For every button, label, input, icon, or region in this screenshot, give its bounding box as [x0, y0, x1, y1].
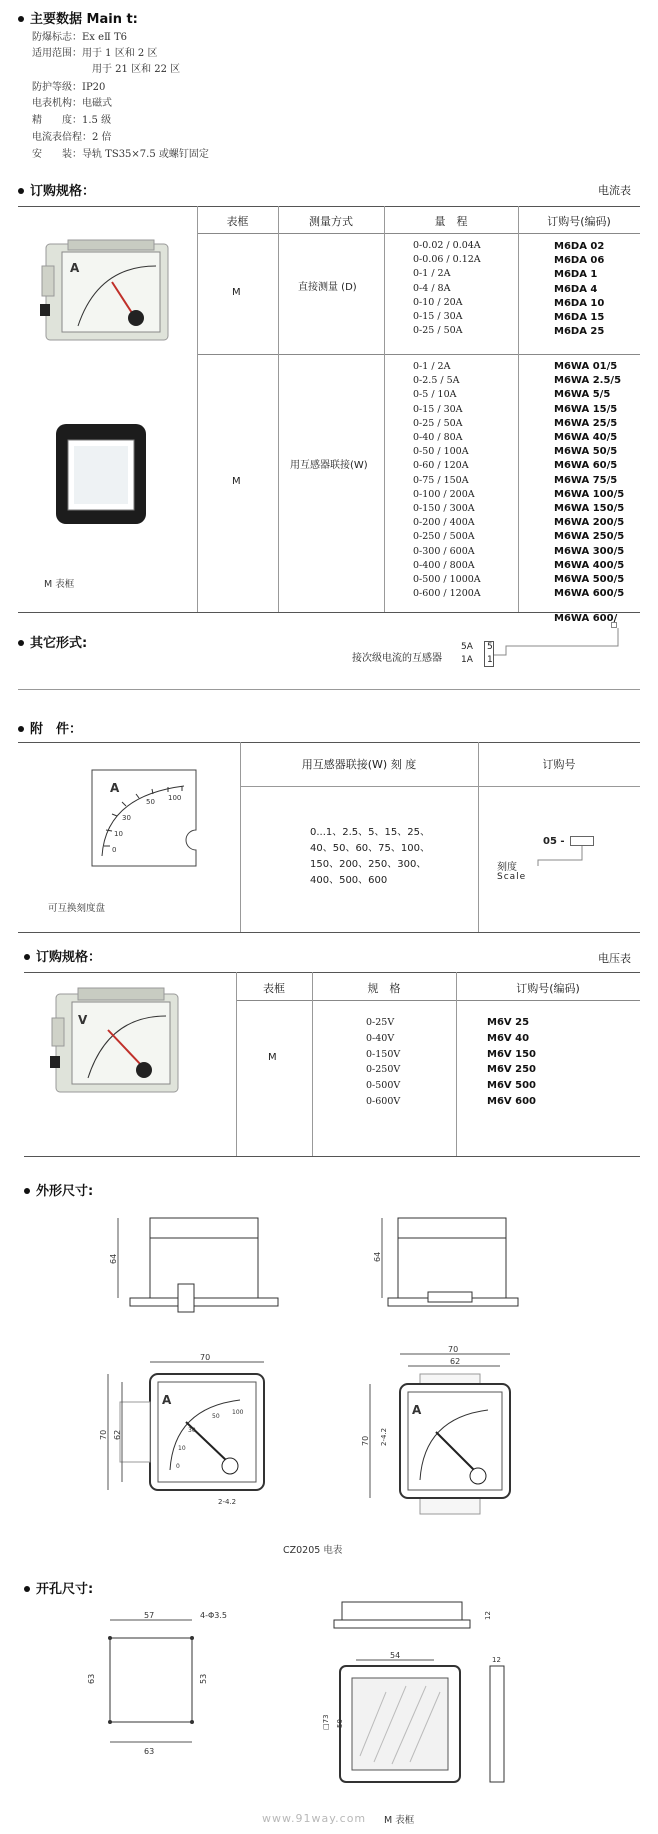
col-header-frame: 表框 — [263, 982, 285, 995]
code-item: M6WA 01/5 — [554, 361, 618, 372]
svg-text:62: 62 — [113, 1429, 122, 1440]
range-item: 0-4 / 8A — [413, 282, 451, 294]
table-top-line — [18, 206, 640, 207]
col-line — [278, 206, 279, 612]
voltage-spec-item: 0-600V — [366, 1095, 401, 1107]
code-item: M6WA 100/5 — [554, 488, 625, 500]
voltage-code-item: M6V 600 — [487, 1095, 537, 1107]
connector-line — [494, 620, 624, 660]
voltage-code-item: M6V 250 — [487, 1064, 537, 1076]
svg-text:57: 57 — [144, 1611, 155, 1620]
spec-line: 电表机构：电磁式 — [32, 98, 112, 109]
range-item: 0-60 / 120A — [413, 460, 469, 472]
scale-pointer-line — [518, 846, 598, 876]
voltage-spec-list — [366, 1015, 400, 1110]
spec-line: 精 度：1.5 级 — [32, 115, 112, 126]
scale-values — [310, 825, 430, 889]
main-data-title: 主要数据 Main t: — [18, 8, 138, 27]
range-item: 0-100 / 200A — [413, 488, 475, 500]
dial-mark: 30 — [122, 814, 131, 822]
svg-text:2-4.2: 2-4.2 — [380, 1427, 388, 1446]
range-list — [413, 360, 481, 601]
watermark: www.91way.com — [262, 1812, 367, 1825]
svg-text:70: 70 — [200, 1353, 211, 1362]
voltage-meter-tag: 电压表 — [598, 952, 631, 965]
frame-cell: M — [232, 476, 241, 487]
svg-text:70: 70 — [99, 1429, 108, 1440]
range-item: 0-200 / 400A — [413, 517, 475, 529]
side-view-right — [373, 1208, 526, 1338]
col-header-code: 订购号(编码) — [516, 982, 580, 995]
voltage-spec-item: 0-25V — [366, 1017, 395, 1028]
scale-line: 400、500、600 — [310, 875, 388, 886]
svg-text:12: 12 — [492, 1656, 501, 1664]
dial-mark: 0 — [112, 846, 117, 854]
col-header-spec: 规 格 — [367, 982, 401, 995]
range-item: 0-25 / 50A — [413, 325, 463, 337]
front-view-left — [100, 1352, 300, 1510]
frame-cell: M — [268, 1052, 277, 1063]
range-item: 0-25 / 50A — [413, 417, 463, 429]
voltage-meter-photo — [48, 986, 188, 1098]
code-item: M6WA 15/5 — [554, 403, 618, 415]
voltage-spec-item: 0-250V — [366, 1064, 401, 1076]
spec-line: 用于 21 区和 22 区 — [92, 64, 181, 75]
option-5a: 5A — [461, 642, 473, 652]
spec-line: 防爆标志：Ex eⅡ T6 — [32, 32, 128, 43]
col-line — [197, 206, 198, 612]
code-item: M6WA 150/5 — [554, 503, 625, 515]
dimensions-caption: CZ0205 电表 — [283, 1545, 343, 1556]
col-line — [312, 972, 313, 1156]
svg-text:63: 63 — [144, 1747, 155, 1756]
col-header-frame: 表框 — [226, 215, 249, 228]
svg-text:0: 0 — [176, 1463, 180, 1470]
other-forms-title: 其它形式: — [18, 632, 87, 651]
header-bottom-line — [236, 1000, 640, 1001]
range-item: 0-50 / 100A — [413, 446, 469, 458]
range-item: 0-75 / 150A — [413, 474, 469, 486]
range-item: 0-0.06 / 0.12A — [413, 254, 481, 266]
accessory-title: 附 件： — [18, 718, 82, 737]
option-box-1: 1 — [487, 655, 493, 665]
range-item: 0-0.02 / 0.04A — [413, 240, 481, 251]
svg-text:53: 53 — [199, 1673, 208, 1684]
code-item: M6WA 40/5 — [554, 432, 618, 444]
svg-text:30: 30 — [188, 1427, 196, 1434]
svg-text:64: 64 — [109, 1253, 118, 1264]
svg-text:63: 63 — [87, 1673, 96, 1684]
code-item: M6DA 06 — [554, 255, 605, 267]
current-meter-photo — [38, 236, 178, 346]
code-item: M6WA 50/5 — [554, 446, 618, 458]
table-top-line — [24, 972, 640, 973]
range-item: 0-500 / 1000A — [413, 574, 481, 586]
scale-cn: 刻度 — [497, 862, 517, 873]
code-item: M6DA 25 — [554, 326, 605, 338]
code-item: M6WA 600/5 — [554, 588, 625, 600]
frame-drawing — [306, 1596, 526, 1786]
svg-text:50: 50 — [212, 1413, 220, 1420]
m-frame-photo — [52, 420, 152, 530]
svg-text:10: 10 — [178, 1445, 186, 1452]
dial-mark: 100 — [168, 794, 182, 802]
method-cell: 用互感器联接(W) — [290, 460, 368, 471]
option-1a: 1A — [461, 655, 473, 665]
code-item: M6WA 200/5 — [554, 517, 625, 529]
col-header-scale: 用互感器联接(W) 刻 度 — [301, 758, 417, 771]
range-item: 0-150 / 300A — [413, 503, 475, 515]
range-item: 0-15 / 30A — [413, 311, 463, 323]
scale-code-prefix: 05 - — [543, 836, 565, 847]
col-header-order: 订购号 — [542, 758, 576, 771]
svg-text:100: 100 — [232, 1409, 244, 1416]
current-order-title: 订购规格： — [18, 180, 95, 199]
range-item: 0-2.5 / 5A — [413, 375, 460, 387]
code-item: M6WA 250/5 — [554, 531, 625, 543]
code-item: M6DA 10 — [554, 297, 605, 309]
dial-caption: 可互换刻度盘 — [48, 903, 106, 914]
svg-text:50: 50 — [336, 1719, 344, 1728]
range-item: 0-15 / 30A — [413, 403, 463, 415]
code-item: M6WA 400/5 — [554, 559, 625, 571]
svg-text:70: 70 — [361, 1435, 370, 1446]
voltage-code-item: M6V 150 — [487, 1048, 537, 1060]
code-item: M6WA 60/5 — [554, 460, 618, 472]
dial-mark: 50 — [146, 798, 155, 806]
range-item: 0-1 / 2A — [413, 268, 451, 280]
scale-line: 0...1、2.5、5、15、25、 — [310, 827, 430, 838]
range-item: 0-400 / 800A — [413, 559, 475, 571]
spec-line: 电流表倍程：2 倍 — [32, 132, 112, 143]
current-meter-tag: 电流表 — [598, 184, 631, 197]
code-list — [554, 360, 624, 601]
svg-text:64: 64 — [373, 1251, 382, 1262]
range-item: 0-600 / 1200A — [413, 588, 481, 600]
scale-code-box — [570, 836, 594, 846]
col-header-code: 订购号(编码) — [547, 215, 611, 228]
range-list — [413, 239, 481, 338]
voltage-spec-item: 0-500V — [366, 1080, 401, 1092]
spec-line: 防护等级：IP20 — [32, 82, 106, 93]
divider — [18, 689, 640, 690]
svg-text:4-Φ3.5: 4-Φ3.5 — [200, 1611, 227, 1620]
voltage-spec-item: 0-40V — [366, 1032, 395, 1044]
svg-text:70: 70 — [448, 1345, 459, 1354]
code-item: M6DA 02 — [554, 241, 605, 252]
svg-text:V: V — [78, 1013, 88, 1027]
method-cell: 直接测量 (D) — [298, 282, 357, 293]
range-item: 0-250 / 500A — [413, 531, 475, 543]
col-line — [236, 972, 237, 1156]
code-item: M6DA 1 — [554, 269, 598, 281]
col-header-range: 量 程 — [434, 215, 468, 228]
interchangeable-dial-image — [84, 766, 204, 876]
code-item: M6WA 2.5/5 — [554, 375, 622, 387]
code-item: M6DA 4 — [554, 283, 598, 295]
spec-line: 适用范围：用于 1 区和 2 区 — [32, 48, 158, 59]
dimensions-title: 外形尺寸: — [24, 1180, 93, 1199]
option-box-5: 5 — [487, 642, 493, 652]
code-item: M6WA 5/5 — [554, 389, 611, 401]
header-bottom-line — [240, 786, 640, 787]
range-item: 0-1 / 2A — [413, 361, 451, 372]
voltage-code-item: M6V 500 — [487, 1080, 537, 1092]
svg-text:54: 54 — [390, 1651, 401, 1660]
table-bottom-line — [24, 1156, 640, 1157]
meter-letter: A — [70, 261, 80, 275]
svg-text:62: 62 — [450, 1357, 461, 1366]
voltage-code-item: M6V 40 — [487, 1032, 530, 1044]
m-frame-caption: M 表框 — [44, 579, 75, 590]
col-line — [384, 206, 385, 612]
svg-text:□73: □73 — [322, 1714, 330, 1730]
cutout-title: 开孔尺寸: — [24, 1578, 93, 1597]
table-bottom-line — [18, 932, 640, 933]
col-line — [456, 972, 457, 1156]
group-separator-line — [197, 354, 640, 355]
svg-text:2-4.2: 2-4.2 — [218, 1498, 237, 1506]
range-item: 0-40 / 80A — [413, 432, 463, 444]
table-bottom-line — [18, 612, 640, 613]
svg-text:A: A — [412, 1403, 422, 1417]
code-item: M6DA 15 — [554, 312, 605, 324]
voltage-spec-item: 0-150V — [366, 1048, 401, 1060]
frame-cell: M — [232, 287, 241, 298]
scale-line: 40、50、60、75、100、 — [310, 843, 430, 854]
code-item: M6WA 25/5 — [554, 417, 618, 429]
svg-text:12: 12 — [484, 1611, 492, 1620]
front-view-right — [360, 1344, 540, 1520]
table-top-line — [18, 742, 640, 743]
last-code: M6WA 600/ — [554, 613, 618, 624]
dial-letter: A — [110, 781, 120, 795]
dial-mark: 10 — [114, 830, 123, 838]
range-item: 0-10 / 20A — [413, 296, 463, 308]
range-item: 0-300 / 600A — [413, 545, 475, 557]
code-item: M6WA 500/5 — [554, 574, 625, 586]
svg-text:A: A — [162, 1393, 172, 1407]
header-bottom-line — [197, 233, 640, 234]
spec-line: 安 装：导轨 TS35×7.5 或螺钉固定 — [32, 149, 209, 160]
side-view-left — [110, 1208, 290, 1338]
range-item: 0-5 / 10A — [413, 389, 457, 401]
col-header-method: 测量方式 — [309, 215, 353, 228]
code-item: M6WA 75/5 — [554, 474, 618, 486]
voltage-code-item: M6V 25 — [487, 1017, 530, 1028]
cutout-drawing — [80, 1610, 260, 1760]
scale-en: Scale — [497, 872, 527, 882]
code-list — [554, 240, 604, 339]
transformer-label: 接次级电流的互感器 — [352, 653, 442, 664]
scale-line: 150、200、250、300、 — [310, 859, 427, 870]
voltage-order-title: 订购规格： — [24, 946, 101, 965]
code-item: M6WA 300/5 — [554, 545, 625, 557]
frame-caption: M 表框 — [384, 1815, 415, 1826]
voltage-code-list — [487, 1015, 536, 1110]
col-line — [518, 206, 519, 612]
